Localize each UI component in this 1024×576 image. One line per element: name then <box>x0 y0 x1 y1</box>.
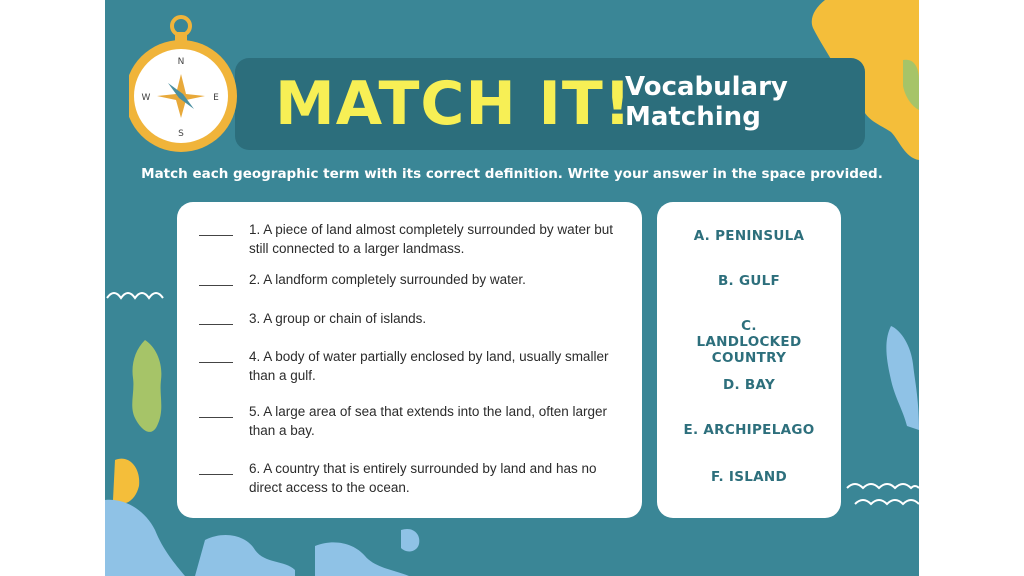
answer-blank[interactable] <box>199 462 233 475</box>
map-land-bottom <box>195 510 445 576</box>
answer-blank[interactable] <box>199 273 233 286</box>
worksheet-page <box>105 0 919 576</box>
map-land-right <box>877 320 919 430</box>
compass-e: E <box>213 93 219 103</box>
terms-card <box>657 202 841 518</box>
compass-icon <box>129 14 249 164</box>
definition-text: 6. A country that is entirely surrounded by land and has no direct access to the ocean. <box>249 461 597 495</box>
subtitle-line-1: Vocabulary <box>625 72 788 102</box>
wave-decoration-left <box>105 286 165 306</box>
answer-blank[interactable] <box>199 350 233 363</box>
compass-n: N <box>177 57 185 67</box>
compass-s: S <box>178 129 184 139</box>
definition-text: 2. A landform completely surrounded by water. <box>249 272 526 287</box>
definition-text: 4. A body of water partially enclosed by land, usually smaller than a gulf. <box>249 349 609 383</box>
definition-text: 3. A group or chain of islands. <box>249 311 427 326</box>
instructions: Match each geographic term with its correct definition. Write your answer in the space provided. <box>141 166 883 182</box>
answer-blank[interactable] <box>199 223 233 236</box>
page-subtitle <box>625 72 788 132</box>
definition-text: 5. A large area of sea that extends into the land, often larger than a bay. <box>249 404 607 438</box>
term-peninsula: A. PENINSULA <box>693 228 805 244</box>
definition-item <box>199 270 629 289</box>
term-bay: D. BAY <box>722 377 776 393</box>
definition-item <box>199 459 629 497</box>
answer-blank[interactable] <box>199 312 233 325</box>
wave-decoration-right <box>845 478 919 514</box>
term-landlocked-country: C. LANDLOCKED COUNTRY <box>696 318 802 366</box>
definition-text: 1. A piece of land almost completely surrounded by water but still connected to a larger landmass. <box>249 222 613 256</box>
definition-item <box>199 402 629 440</box>
definitions-card <box>177 202 642 518</box>
page-title: MATCH IT! <box>275 69 633 139</box>
definition-item <box>199 309 629 328</box>
definition-item <box>199 220 629 258</box>
answer-blank[interactable] <box>199 405 233 418</box>
definition-item <box>199 347 629 385</box>
term-gulf: B. GULF <box>717 273 781 289</box>
term-island: F. ISLAND <box>710 469 788 485</box>
compass-w: W <box>141 93 151 103</box>
subtitle-line-2: Matching <box>625 102 761 132</box>
term-archipelago: E. ARCHIPELAGO <box>683 422 815 438</box>
